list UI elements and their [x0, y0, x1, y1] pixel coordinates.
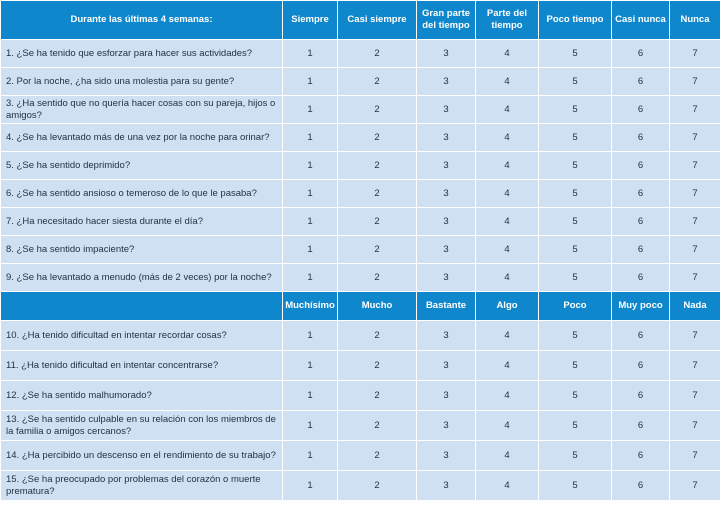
answer-option[interactable]: 6 — [612, 236, 670, 264]
section-1-title: Durante las últimas 4 semanas: — [1, 1, 283, 40]
question-text: 9. ¿Se ha levantado a menudo (más de 2 veces) por la noche? — [1, 264, 283, 292]
answer-option[interactable]: 5 — [539, 321, 612, 351]
table-row — [1, 264, 720, 292]
table-row — [1, 68, 720, 96]
question-text: 7. ¿Ha necesitado hacer siesta durante el día? — [1, 208, 283, 236]
answer-option[interactable]: 4 — [476, 40, 539, 68]
table-row — [1, 208, 720, 236]
answer-option[interactable]: 1 — [283, 471, 338, 501]
column-header-muchísimo: Muchísimo — [283, 292, 338, 321]
answer-option[interactable]: 2 — [338, 264, 417, 292]
answer-option[interactable]: 6 — [612, 96, 670, 124]
answer-option[interactable]: 6 — [612, 152, 670, 180]
answer-option[interactable]: 3 — [417, 411, 476, 441]
question-text: 11. ¿Ha tenido dificultad en intentar concentrarse? — [1, 351, 283, 381]
answer-option[interactable]: 4 — [476, 321, 539, 351]
answer-option[interactable]: 7 — [670, 441, 720, 471]
question-text: 8. ¿Se ha sentido impaciente? — [1, 236, 283, 264]
answer-option[interactable]: 2 — [338, 40, 417, 68]
section-1-header-row — [1, 1, 720, 40]
question-text: 14. ¿Ha percibido un descenso en el rendimiento de su trabajo? — [1, 441, 283, 471]
question-text: 1. ¿Se ha tenido que esforzar para hacer sus actividades? — [1, 40, 283, 68]
table-row — [1, 321, 720, 351]
answer-option[interactable]: 5 — [539, 180, 612, 208]
answer-option[interactable]: 2 — [338, 321, 417, 351]
answer-option[interactable]: 3 — [417, 264, 476, 292]
answer-option[interactable]: 4 — [476, 180, 539, 208]
answer-option[interactable]: 1 — [283, 264, 338, 292]
answer-option[interactable]: 1 — [283, 180, 338, 208]
question-text: 12. ¿Se ha sentido malhumorado? — [1, 381, 283, 411]
answer-option[interactable]: 7 — [670, 264, 720, 292]
answer-option[interactable]: 4 — [476, 411, 539, 441]
answer-option[interactable]: 5 — [539, 96, 612, 124]
answer-option[interactable]: 5 — [539, 208, 612, 236]
answer-option[interactable]: 6 — [612, 351, 670, 381]
answer-option[interactable]: 5 — [539, 152, 612, 180]
answer-option[interactable]: 6 — [612, 208, 670, 236]
answer-option[interactable]: 4 — [476, 264, 539, 292]
answer-option[interactable]: 4 — [476, 96, 539, 124]
answer-option[interactable]: 5 — [539, 351, 612, 381]
answer-option[interactable]: 2 — [338, 152, 417, 180]
section-2-header-row — [1, 292, 720, 321]
column-header-mucho: Mucho — [338, 292, 417, 321]
section-2-title — [1, 292, 283, 321]
answer-option[interactable]: 1 — [283, 68, 338, 96]
question-text: 10. ¿Ha tenido dificultad en intentar recordar cosas? — [1, 321, 283, 351]
answer-option[interactable]: 7 — [670, 40, 720, 68]
question-text: 4. ¿Se ha levantado más de una vez por la noche para orinar? — [1, 124, 283, 152]
column-header-nada: Nada — [670, 292, 720, 321]
answer-option[interactable]: 6 — [612, 40, 670, 68]
answer-option[interactable]: 5 — [539, 381, 612, 411]
answer-option[interactable]: 5 — [539, 471, 612, 501]
answer-option[interactable]: 5 — [539, 68, 612, 96]
table-row — [1, 236, 720, 264]
answer-option[interactable]: 1 — [283, 321, 338, 351]
table-row — [1, 411, 720, 441]
question-text: 6. ¿Se ha sentido ansioso o temeroso de lo que le pasaba? — [1, 180, 283, 208]
answer-option[interactable]: 6 — [612, 381, 670, 411]
answer-option[interactable]: 7 — [670, 68, 720, 96]
answer-option[interactable]: 1 — [283, 351, 338, 381]
answer-option[interactable]: 3 — [417, 321, 476, 351]
answer-option[interactable]: 4 — [476, 124, 539, 152]
answer-option[interactable]: 5 — [539, 441, 612, 471]
column-header-muy-poco: Muy poco — [612, 292, 670, 321]
answer-option[interactable]: 3 — [417, 180, 476, 208]
answer-option[interactable]: 1 — [283, 152, 338, 180]
column-header-poco-tiempo: Poco tiempo — [539, 1, 612, 40]
answer-option[interactable]: 3 — [417, 236, 476, 264]
answer-option[interactable]: 2 — [338, 351, 417, 381]
answer-option[interactable]: 2 — [338, 124, 417, 152]
answer-option[interactable]: 3 — [417, 96, 476, 124]
answer-option[interactable]: 7 — [670, 411, 720, 441]
answer-option[interactable]: 4 — [476, 381, 539, 411]
answer-option[interactable]: 7 — [670, 124, 720, 152]
answer-option[interactable]: 1 — [283, 411, 338, 441]
answer-option[interactable]: 4 — [476, 68, 539, 96]
answer-option[interactable]: 1 — [283, 441, 338, 471]
table-row — [1, 40, 720, 68]
answer-option[interactable]: 5 — [539, 411, 612, 441]
answer-option[interactable]: 2 — [338, 236, 417, 264]
table-row — [1, 471, 720, 501]
answer-option[interactable]: 1 — [283, 236, 338, 264]
column-header-nunca: Nunca — [670, 1, 720, 40]
answer-option[interactable]: 7 — [670, 96, 720, 124]
answer-option[interactable]: 3 — [417, 152, 476, 180]
answer-option[interactable]: 5 — [539, 124, 612, 152]
answer-option[interactable]: 3 — [417, 381, 476, 411]
answer-option[interactable]: 7 — [670, 351, 720, 381]
answer-option[interactable]: 2 — [338, 68, 417, 96]
column-header-poco: Poco — [539, 292, 612, 321]
question-text: 13. ¿Se ha sentido culpable en su relación con los miembros de la familia o amigos cercanos? — [1, 411, 283, 441]
answer-option[interactable]: 1 — [283, 96, 338, 124]
answer-option[interactable]: 2 — [338, 180, 417, 208]
column-header-gran-parte-del-tiempo: Gran parte del tiempo — [417, 1, 476, 40]
question-text: 3. ¿Ha sentido que no quería hacer cosas con su pareja, hijos o amigos? — [1, 96, 283, 124]
answer-option[interactable]: 6 — [612, 264, 670, 292]
table-row — [1, 152, 720, 180]
answer-option[interactable]: 2 — [338, 96, 417, 124]
answer-option[interactable]: 4 — [476, 152, 539, 180]
question-text: 15. ¿Se ha preocupado por problemas del corazón o muerte prematura? — [1, 471, 283, 501]
table-row — [1, 441, 720, 471]
answer-option[interactable]: 7 — [670, 321, 720, 351]
answer-option[interactable]: 2 — [338, 411, 417, 441]
answer-option[interactable]: 7 — [670, 236, 720, 264]
answer-option[interactable]: 3 — [417, 68, 476, 96]
answer-option[interactable]: 3 — [417, 124, 476, 152]
answer-option[interactable]: 7 — [670, 152, 720, 180]
question-text: 2. Por la noche, ¿ha sido una molestia para su gente? — [1, 68, 283, 96]
table-row — [1, 96, 720, 124]
column-header-siempre: Siempre — [283, 1, 338, 40]
answer-option[interactable]: 7 — [670, 180, 720, 208]
question-text: 5. ¿Se ha sentido deprimido? — [1, 152, 283, 180]
answer-option[interactable]: 4 — [476, 236, 539, 264]
answer-option[interactable]: 2 — [338, 381, 417, 411]
column-header-bastante: Bastante — [417, 292, 476, 321]
answer-option[interactable]: 4 — [476, 441, 539, 471]
answer-option[interactable]: 6 — [612, 441, 670, 471]
answer-option[interactable]: 2 — [338, 441, 417, 471]
answer-option[interactable]: 7 — [670, 381, 720, 411]
answer-option[interactable]: 4 — [476, 208, 539, 236]
answer-option[interactable]: 3 — [417, 208, 476, 236]
answer-option[interactable]: 4 — [476, 471, 539, 501]
answer-option[interactable]: 7 — [670, 208, 720, 236]
answer-option[interactable]: 7 — [670, 471, 720, 501]
answer-option[interactable]: 6 — [612, 471, 670, 501]
answer-option[interactable]: 6 — [612, 411, 670, 441]
table-row — [1, 381, 720, 411]
answer-option[interactable]: 1 — [283, 381, 338, 411]
table-row — [1, 124, 720, 152]
answer-option[interactable]: 6 — [612, 68, 670, 96]
answer-option[interactable]: 3 — [417, 471, 476, 501]
answer-option[interactable]: 5 — [539, 264, 612, 292]
column-header-parte-del-tiempo: Parte del tiempo — [476, 1, 539, 40]
answer-option[interactable]: 1 — [283, 124, 338, 152]
answer-option[interactable]: 6 — [612, 321, 670, 351]
answer-option[interactable]: 5 — [539, 236, 612, 264]
column-header-casi-siempre: Casi siempre — [338, 1, 417, 40]
answer-option[interactable]: 2 — [338, 208, 417, 236]
answer-option[interactable]: 1 — [283, 40, 338, 68]
answer-option[interactable]: 6 — [612, 180, 670, 208]
answer-option[interactable]: 5 — [539, 40, 612, 68]
table-row — [1, 351, 720, 381]
answer-option[interactable]: 4 — [476, 351, 539, 381]
answer-option[interactable]: 3 — [417, 441, 476, 471]
table-row — [1, 180, 720, 208]
column-header-algo: Algo — [476, 292, 539, 321]
answer-option[interactable]: 3 — [417, 351, 476, 381]
column-header-casi-nunca: Casi nunca — [612, 1, 670, 40]
answer-option[interactable]: 2 — [338, 471, 417, 501]
answer-option[interactable]: 3 — [417, 40, 476, 68]
answer-option[interactable]: 1 — [283, 208, 338, 236]
answer-option[interactable]: 6 — [612, 124, 670, 152]
